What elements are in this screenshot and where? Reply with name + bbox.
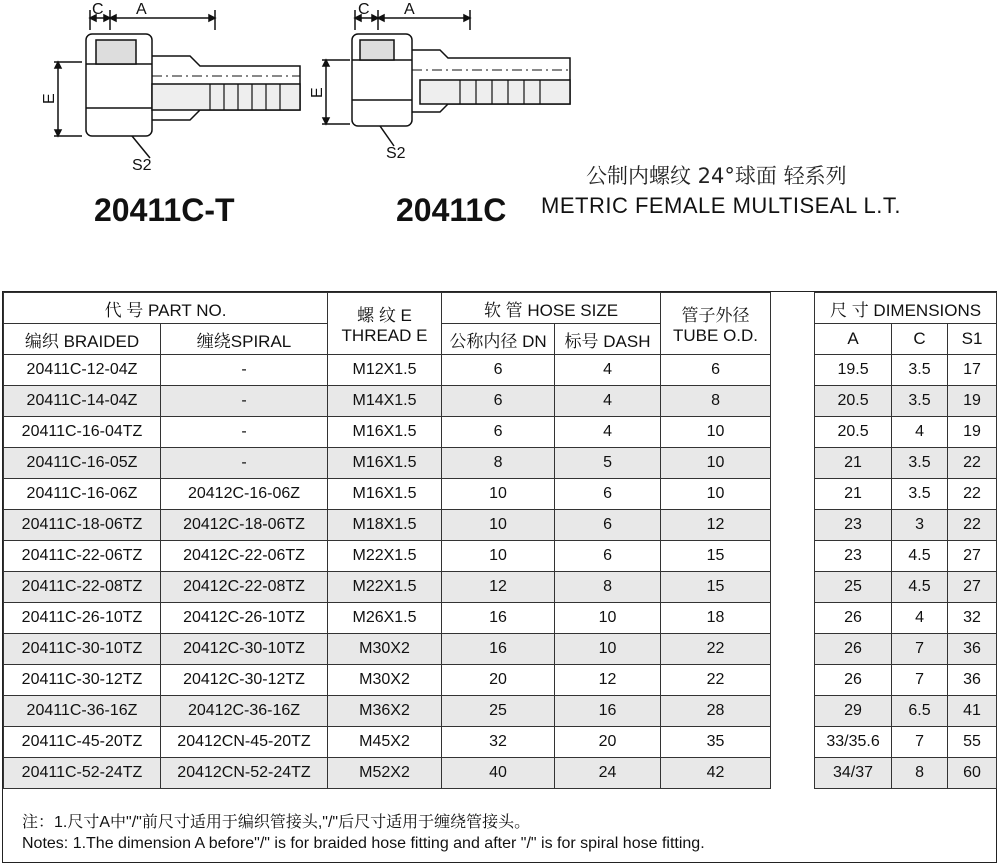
header-a: A xyxy=(815,324,892,355)
table-row xyxy=(4,634,997,665)
note-english: Notes: 1.The dimension A before"/" is for braided hose fitting and after "/" is for spiral hose fitting. xyxy=(22,835,705,852)
cell-thread: M30X2 xyxy=(328,634,442,665)
cell-gap xyxy=(771,634,815,665)
cell-tube: 28 xyxy=(661,696,771,727)
cell-braided: 20411C-12-04Z xyxy=(4,355,161,386)
cell-dash: 6 xyxy=(555,510,661,541)
cell-c: 7 xyxy=(892,727,948,758)
cell-dash: 4 xyxy=(555,417,661,448)
cell-s1: 22 xyxy=(948,479,997,510)
cell-thread: M18X1.5 xyxy=(328,510,442,541)
cell-dash: 24 xyxy=(555,758,661,789)
cell-thread: M36X2 xyxy=(328,696,442,727)
dimension-table-frame xyxy=(2,291,997,863)
cell-dash: 16 xyxy=(555,696,661,727)
table-row xyxy=(4,386,997,417)
cell-spiral: 20412CN-45-20TZ xyxy=(161,727,328,758)
cell-tube: 10 xyxy=(661,448,771,479)
cell-tube: 6 xyxy=(661,355,771,386)
cell-spiral: 20412CN-52-24TZ xyxy=(161,758,328,789)
cell-spiral: 20412C-18-06TZ xyxy=(161,510,328,541)
cell-dash: 6 xyxy=(555,479,661,510)
title-english: METRIC FEMALE MULTISEAL L.T. xyxy=(541,193,901,218)
cell-thread: M16X1.5 xyxy=(328,417,442,448)
cell-c: 3.5 xyxy=(892,448,948,479)
cell-braided: 20411C-16-04TZ xyxy=(4,417,161,448)
dim-e-right: E xyxy=(309,87,326,98)
cell-c: 4.5 xyxy=(892,541,948,572)
model-label-right: 20411C xyxy=(396,192,507,228)
cell-braided: 20411C-18-06TZ xyxy=(4,510,161,541)
cell-dn: 10 xyxy=(442,479,555,510)
cell-thread: M52X2 xyxy=(328,758,442,789)
cell-braided: 20411C-22-06TZ xyxy=(4,541,161,572)
cell-s1: 19 xyxy=(948,417,997,448)
table-row xyxy=(4,603,997,634)
cell-spiral: 20412C-30-10TZ xyxy=(161,634,328,665)
cell-thread: M16X1.5 xyxy=(328,479,442,510)
header-hose-size: 软 管 HOSE SIZE xyxy=(442,293,661,324)
cell-dn: 10 xyxy=(442,541,555,572)
cell-a: 34/37 xyxy=(815,758,892,789)
dim-c-right: C xyxy=(358,1,370,18)
header-tube-od: 管子外径 TUBE O.D. xyxy=(661,293,771,355)
table-row xyxy=(4,541,997,572)
dim-a-left: A xyxy=(136,1,147,18)
cell-dash: 5 xyxy=(555,448,661,479)
cell-c: 3.5 xyxy=(892,386,948,417)
cell-dn: 6 xyxy=(442,355,555,386)
cell-c: 8 xyxy=(892,758,948,789)
table-row xyxy=(4,758,997,789)
cell-s1: 22 xyxy=(948,510,997,541)
dim-s2-left: S2 xyxy=(132,157,152,174)
cell-spiral: 20412C-36-16Z xyxy=(161,696,328,727)
cell-thread: M16X1.5 xyxy=(328,448,442,479)
cell-gap xyxy=(771,355,815,386)
cell-spiral: 20412C-16-06Z xyxy=(161,479,328,510)
cell-spiral: 20412C-22-06TZ xyxy=(161,541,328,572)
cell-gap xyxy=(771,696,815,727)
cell-a: 26 xyxy=(815,634,892,665)
note-chinese: 注：1.尺寸A中"/"前尺寸适用于编织管接头,"/"后尺寸适用于缠绕管接头。 xyxy=(22,814,531,831)
table-row xyxy=(4,727,997,758)
dim-a-right: A xyxy=(404,1,415,18)
cell-thread: M22X1.5 xyxy=(328,572,442,603)
notes xyxy=(2,795,997,863)
cell-braided: 20411C-36-16Z xyxy=(4,696,161,727)
cell-c: 4.5 xyxy=(892,572,948,603)
cell-thread: M22X1.5 xyxy=(328,541,442,572)
cell-dash: 10 xyxy=(555,634,661,665)
cell-thread: M26X1.5 xyxy=(328,603,442,634)
cell-tube: 12 xyxy=(661,510,771,541)
dimension-table xyxy=(3,292,997,789)
cell-tube: 22 xyxy=(661,665,771,696)
header-gap xyxy=(771,293,815,355)
cell-s1: 19 xyxy=(948,386,997,417)
cell-c: 3 xyxy=(892,510,948,541)
cell-dash: 20 xyxy=(555,727,661,758)
cell-spiral: - xyxy=(161,386,328,417)
table-row xyxy=(4,665,997,696)
cell-c: 7 xyxy=(892,634,948,665)
cell-c: 3.5 xyxy=(892,479,948,510)
cell-gap xyxy=(771,510,815,541)
cell-s1: 27 xyxy=(948,572,997,603)
cell-s1: 32 xyxy=(948,603,997,634)
dim-s2-right: S2 xyxy=(386,145,406,162)
cell-gap xyxy=(771,417,815,448)
cell-tube: 22 xyxy=(661,634,771,665)
cell-a: 23 xyxy=(815,510,892,541)
header-dash: 标号 DASH xyxy=(555,324,661,355)
cell-s1: 36 xyxy=(948,634,997,665)
header-braided: 编织 BRAIDED xyxy=(4,324,161,355)
cell-a: 33/35.6 xyxy=(815,727,892,758)
header-thread: 螺 纹 E THREAD E xyxy=(328,293,442,355)
cell-s1: 17 xyxy=(948,355,997,386)
cell-gap xyxy=(771,386,815,417)
cell-spiral: 20412C-26-10TZ xyxy=(161,603,328,634)
cell-braided: 20411C-16-06Z xyxy=(4,479,161,510)
cell-gap xyxy=(771,665,815,696)
table-row xyxy=(4,572,997,603)
cell-dn: 32 xyxy=(442,727,555,758)
cell-c: 4 xyxy=(892,417,948,448)
table-row xyxy=(4,510,997,541)
drawing-20411c xyxy=(322,10,570,146)
cell-gap xyxy=(771,448,815,479)
cell-dn: 40 xyxy=(442,758,555,789)
cell-a: 26 xyxy=(815,665,892,696)
cell-tube: 10 xyxy=(661,479,771,510)
cell-thread: M14X1.5 xyxy=(328,386,442,417)
cell-gap xyxy=(771,479,815,510)
cell-braided: 20411C-30-12TZ xyxy=(4,665,161,696)
cell-s1: 27 xyxy=(948,541,997,572)
cell-tube: 18 xyxy=(661,603,771,634)
title-chinese: 公制内螺纹 24°球面 轻系列 xyxy=(586,164,847,188)
cell-gap xyxy=(771,603,815,634)
header-part-no: 代 号 PART NO. xyxy=(4,293,328,324)
cell-s1: 36 xyxy=(948,665,997,696)
cell-dash: 12 xyxy=(555,665,661,696)
cell-dn: 12 xyxy=(442,572,555,603)
cell-a: 21 xyxy=(815,448,892,479)
header-s1: S1 xyxy=(948,324,997,355)
cell-a: 25 xyxy=(815,572,892,603)
cell-tube: 35 xyxy=(661,727,771,758)
cell-braided: 20411C-14-04Z xyxy=(4,386,161,417)
cell-a: 23 xyxy=(815,541,892,572)
cell-spiral: 20412C-30-12TZ xyxy=(161,665,328,696)
cell-s1: 60 xyxy=(948,758,997,789)
model-label-left: 20411C-T xyxy=(94,192,235,228)
dim-e-left: E xyxy=(41,93,58,104)
cell-c: 3.5 xyxy=(892,355,948,386)
cell-tube: 10 xyxy=(661,417,771,448)
table-row xyxy=(4,448,997,479)
cell-braided: 20411C-22-08TZ xyxy=(4,572,161,603)
cell-a: 19.5 xyxy=(815,355,892,386)
dim-c-left: C xyxy=(92,1,104,18)
cell-braided: 20411C-52-24TZ xyxy=(4,758,161,789)
cell-thread: M30X2 xyxy=(328,665,442,696)
header-dn: 公称内径 DN xyxy=(442,324,555,355)
cell-s1: 55 xyxy=(948,727,997,758)
cell-spiral: - xyxy=(161,417,328,448)
table-row xyxy=(4,355,997,386)
cell-thread: M12X1.5 xyxy=(328,355,442,386)
cell-spiral: 20412C-22-08TZ xyxy=(161,572,328,603)
cell-dash: 6 xyxy=(555,541,661,572)
cell-dn: 16 xyxy=(442,634,555,665)
table-row xyxy=(4,479,997,510)
cell-a: 21 xyxy=(815,479,892,510)
table-row xyxy=(4,417,997,448)
cell-s1: 41 xyxy=(948,696,997,727)
cell-c: 6.5 xyxy=(892,696,948,727)
cell-a: 20.5 xyxy=(815,386,892,417)
cell-a: 26 xyxy=(815,603,892,634)
cell-c: 7 xyxy=(892,665,948,696)
cell-tube: 8 xyxy=(661,386,771,417)
cell-dn: 25 xyxy=(442,696,555,727)
cell-tube: 15 xyxy=(661,541,771,572)
cell-spiral: - xyxy=(161,448,328,479)
cell-gap xyxy=(771,541,815,572)
cell-gap xyxy=(771,758,815,789)
cell-braided: 20411C-16-05Z xyxy=(4,448,161,479)
cell-dn: 6 xyxy=(442,417,555,448)
cell-dn: 20 xyxy=(442,665,555,696)
cell-dash: 4 xyxy=(555,386,661,417)
cell-c: 4 xyxy=(892,603,948,634)
cell-dn: 8 xyxy=(442,448,555,479)
cell-thread: M45X2 xyxy=(328,727,442,758)
cell-dn: 16 xyxy=(442,603,555,634)
header-c: C xyxy=(892,324,948,355)
cell-braided: 20411C-26-10TZ xyxy=(4,603,161,634)
cell-gap xyxy=(771,727,815,758)
cell-spiral: - xyxy=(161,355,328,386)
cell-a: 29 xyxy=(815,696,892,727)
cell-braided: 20411C-30-10TZ xyxy=(4,634,161,665)
cell-gap xyxy=(771,572,815,603)
cell-dn: 6 xyxy=(442,386,555,417)
header-dimensions: 尺 寸 DIMENSIONS xyxy=(815,293,997,324)
cell-tube: 15 xyxy=(661,572,771,603)
header-spiral: 缠绕SPIRAL xyxy=(161,324,328,355)
cell-s1: 22 xyxy=(948,448,997,479)
cell-braided: 20411C-45-20TZ xyxy=(4,727,161,758)
cell-tube: 42 xyxy=(661,758,771,789)
cell-dash: 8 xyxy=(555,572,661,603)
drawing-20411c-t xyxy=(54,10,300,158)
cell-dn: 10 xyxy=(442,510,555,541)
cell-dash: 4 xyxy=(555,355,661,386)
cell-a: 20.5 xyxy=(815,417,892,448)
table-row xyxy=(4,696,997,727)
cell-dash: 10 xyxy=(555,603,661,634)
